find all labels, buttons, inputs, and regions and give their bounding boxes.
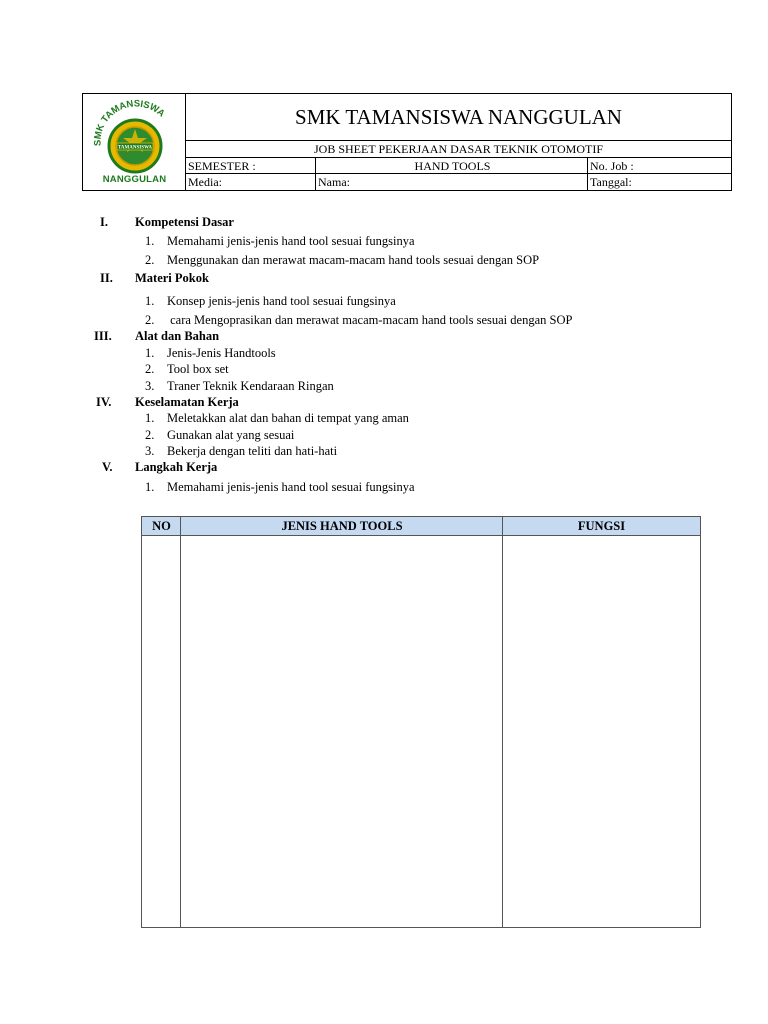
section-number: IV. (96, 395, 112, 409)
list-item: 3. Bekerja dengan teliti dan hati-hati (145, 444, 338, 458)
list-item: 2. Menggunakan dan merawat macam-macam hand tools sesuai dengan SOP (145, 253, 540, 267)
list-item: 1. Konsep jenis-jenis hand tool sesuai fungsinya (145, 294, 396, 308)
column-header-fungsi: FUNGSI (577, 519, 626, 533)
list-item: 1. Meletakkan alat dan bahan di tempat yang aman (145, 411, 409, 425)
section-number: I. (100, 215, 108, 229)
job-no-field[interactable]: No. Job : (590, 159, 634, 173)
section-title-materi-pokok: Materi Pokok (135, 271, 209, 285)
list-item: 2. cara Mengoprasikan dan merawat macam-macam hand tools sesuai dengan SOP (145, 313, 573, 327)
header-table (82, 93, 732, 191)
logo-center-text: TAMANSISWA (117, 145, 153, 151)
list-item: 2. Tool box set (145, 362, 229, 376)
job-sheet-title: JOB SHEET PEKERJAAN DASAR TEKNIK OTOMOTIF (186, 141, 731, 158)
topic-label: HAND TOOLS (316, 158, 588, 173)
semester-field[interactable]: SEMESTER : (186, 158, 316, 173)
column-header-jenis: JENIS HAND TOOLS (281, 519, 403, 533)
logo-emblem-icon (87, 96, 182, 176)
tanggal-field[interactable]: Tanggal: (590, 175, 632, 189)
section-number: V. (102, 460, 113, 474)
school-name: SMK TAMANSISWA NANGGULAN (186, 94, 731, 141)
hand-tools-table (141, 516, 701, 928)
section-number: III. (94, 329, 112, 343)
list-item: 1. Jenis-Jenis Handtools (145, 346, 276, 360)
section-title-keselamatan-kerja: Keselamatan Kerja (135, 395, 239, 409)
table-header-row (142, 517, 700, 536)
header-row-semester (186, 158, 731, 174)
header-row-media (186, 174, 731, 190)
section-title-kompetensi-dasar: Kompetensi Dasar (135, 215, 234, 229)
logo-bottom-text: NANGGULAN (102, 174, 167, 185)
section-title-langkah-kerja: Langkah Kerja (135, 460, 218, 474)
media-field[interactable]: Media: (186, 174, 316, 190)
nama-field[interactable]: Nama: (316, 174, 588, 190)
list-item: 1. Memahami jenis-jenis hand tool sesuai fungsinya (145, 234, 415, 248)
list-item: 3. Traner Teknik Kendaraan Ringan (145, 379, 334, 393)
section-title-alat-dan-bahan: Alat dan Bahan (135, 329, 220, 343)
list-item: 1. Memahami jenis-jenis hand tool sesuai fungsinya (145, 480, 415, 494)
school-logo (83, 94, 186, 190)
cell-jenis-hand-tools[interactable] (181, 536, 502, 927)
cell-no[interactable] (142, 536, 180, 927)
section-number: II. (100, 271, 113, 285)
cell-fungsi[interactable] (503, 536, 700, 927)
column-header-no: NO (152, 519, 171, 533)
list-item: 2. Gunakan alat yang sesuai (145, 428, 295, 442)
logo-arc-text: SMK TAMANSISWA (92, 98, 167, 147)
